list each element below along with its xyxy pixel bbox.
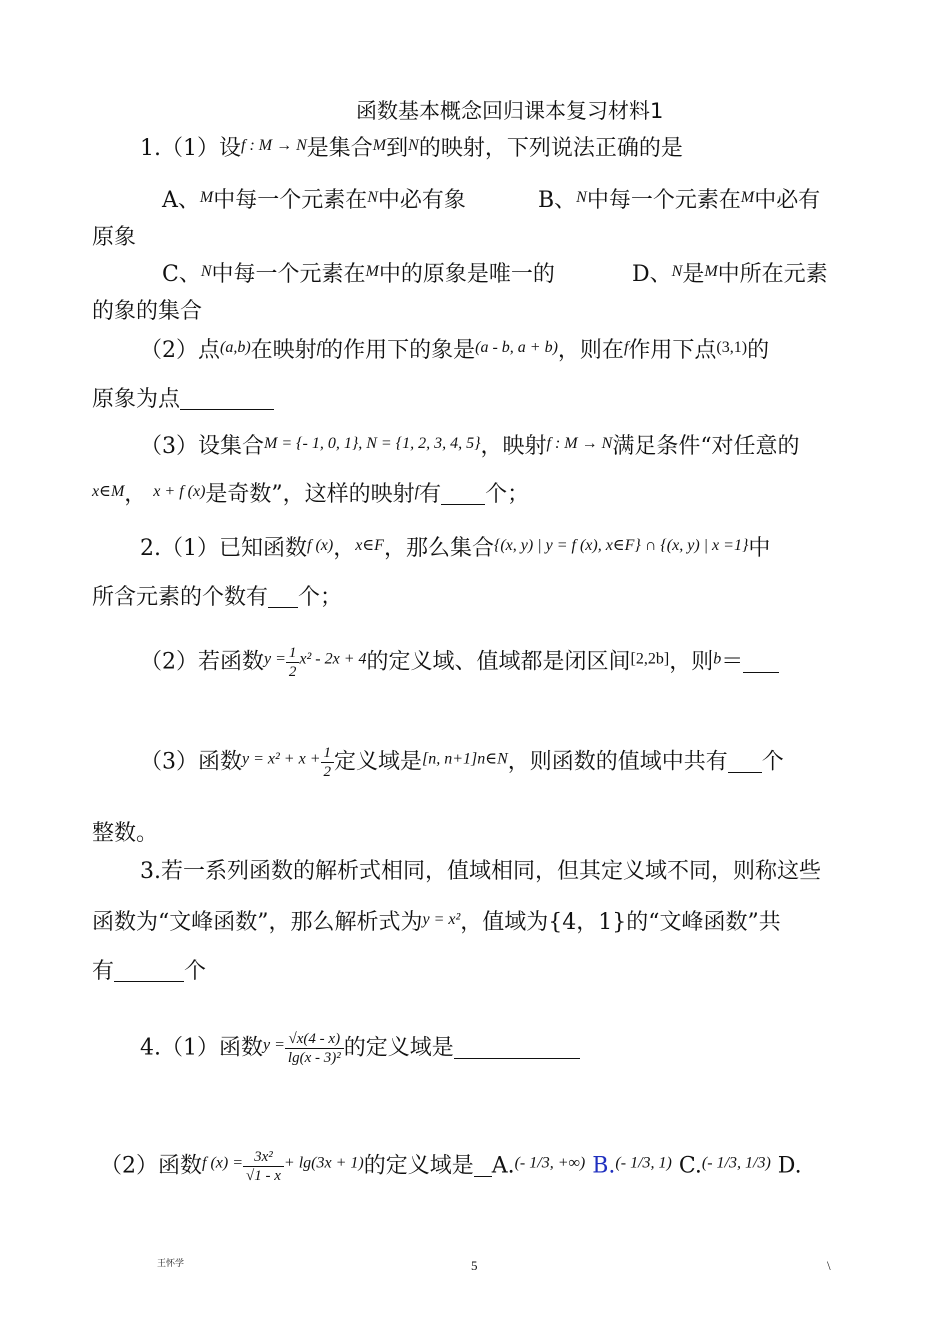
- answer-blank[interactable]: [268, 585, 298, 608]
- q1-part2: （2）点$^{(a,b)}$在映射$^f$的作用下的象是$^{(a - b, a + b)}$，则在$^f$作用下点$^{(3,1)}$的: [140, 338, 770, 363]
- footer-page-number: 5: [471, 1258, 478, 1273]
- page-title: 函数基本概念回归课本复习材料1: [356, 99, 664, 123]
- q1-option-c: C、$^N$中每一个元素在$^M$中的原象是唯一的: [162, 262, 555, 287]
- q4-part2: （2）函数$^{f (x) =}$ $\frac{\text{3x²}}{√1 - x}$ $^{+ lg(3x + 1)}$的定义域是 A.$^{(- 1/3, +\infty)}$ B.$^{(- 1/3, 1)}$ C.$^{(- 1/3, 1/3)}$ D.: [100, 1149, 802, 1184]
- answer-blank[interactable]: [454, 1036, 580, 1059]
- q1-part3: （3）设集合$^{M = \{- 1, 0, 1\}, N = \{1, 2, 3, 4, 5\}}$，映射$^{f : M \to N}$满足条件“对任意的: [140, 434, 800, 459]
- q2-part1-cont: 所含元素的个数有 个；: [92, 585, 343, 610]
- q2-part3-cont: 整数。: [92, 821, 159, 846]
- q1-option-a: A、$^M$中每一个元素在$^N$中必有象: [162, 188, 466, 213]
- q1-option-d-cont: 的象的集合: [92, 299, 203, 324]
- fraction-expression: $\frac{√x(4 - x)}{\text{lg(x - 3)²}}$: [285, 1030, 344, 1067]
- option-a-interval: (- 1/3, +∞): [514, 1154, 586, 1172]
- answer-blank[interactable]: [114, 959, 184, 982]
- q3-line2: 函数为“文峰函数”，那么解析式为$^{y = x^2}$，值域为{4，1}的“文峰函数”共: [92, 910, 781, 935]
- answer-blank[interactable]: [728, 750, 762, 773]
- q4-part1: 4.（1）函数$^{y =}$ $\frac{√x(4 - x)}{\text{lg(x - 3)²}}$ 的定义域是: [140, 1030, 580, 1067]
- q1-option-b: B、$^N$中每一个元素在$^M$中必有: [538, 188, 821, 213]
- q2-part3: （3）函数$^{y = x^2 + x +}$ $\frac{1}{2}$ 定义域是$^{[n, n+1]n\in N}$，则函数的值域中共有 个: [140, 745, 784, 780]
- q1-stem: 1.（1）设$^{f : M \to N}$是集合$^M$到$^N$的映射，下列说法正确的是: [140, 136, 683, 161]
- q3-line3: 有 个: [92, 959, 207, 984]
- option-c-interval: (- 1/3, 1/3): [701, 1154, 771, 1172]
- q2-part2: （2）若函数$^{y =}$ $\frac{1}{2}$ $^{x^2 - 2x + 4}$的定义域、值域都是闭区间[2,2b]，则$^b$＝: [140, 644, 779, 681]
- q2-part1: 2.（1）已知函数$^{f (x)}$，$^{x\in F}$，那么集合$^{\{(x, y) | y = f (x), x\in F\} \cap \{(x, y) | x =1\}}$中: [140, 536, 771, 561]
- q1-part2-cont: 原象为点: [92, 386, 274, 414]
- q1-part3-cont: $^{x\in M}$， $^{x + f (x)}$是奇数”，这样的映射$^f$有 个；: [92, 482, 530, 507]
- q1-option-d: D、$^N$是$^M$中所在元素: [632, 262, 828, 287]
- footer-mark: \: [827, 1258, 831, 1273]
- answer-blank[interactable]: [474, 1154, 492, 1177]
- q1-option-b-cont: 原象: [92, 225, 137, 250]
- answer-blank[interactable]: [180, 387, 274, 410]
- q3-line1: 3.若一系列函数的解析式相同，值域相同，但其定义域不同，则称这些: [140, 859, 821, 884]
- answer-blank[interactable]: [743, 650, 779, 673]
- answer-blank[interactable]: [441, 482, 485, 505]
- option-b-interval: (- 1/3, 1): [615, 1154, 672, 1172]
- footer-author: 王怀学: [157, 1258, 185, 1268]
